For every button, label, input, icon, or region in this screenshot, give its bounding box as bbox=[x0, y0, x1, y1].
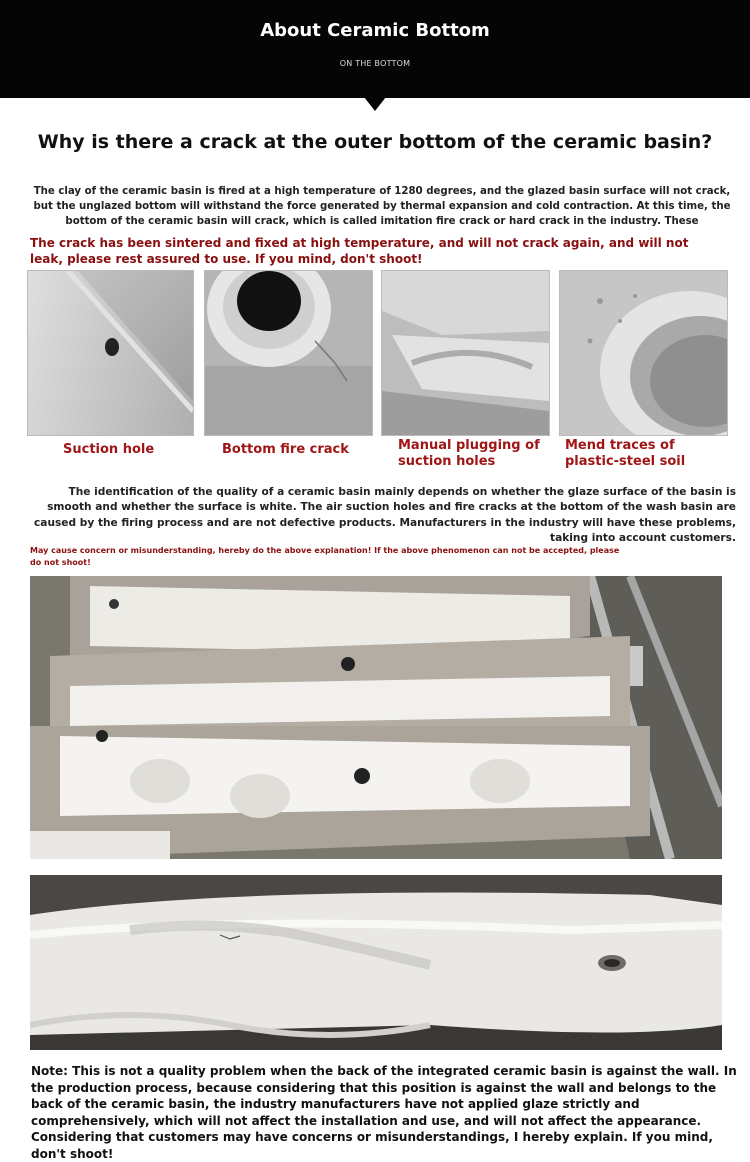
caption-mend-traces: Mend traces of plastic-steel soil bbox=[565, 438, 686, 469]
basin-back-photo bbox=[30, 875, 722, 1050]
concern-note: May cause concern or misunderstanding, hereby do the above explanation! If the above phenomenon can not be accepted, please do not shoot! bbox=[30, 546, 620, 567]
assurance-text: The crack has been sintered and fixed at high temperature, and will not crack again, and will not leak, please rest assured to use. If you mind, don't shoot! bbox=[30, 236, 689, 266]
plugging-photo bbox=[381, 270, 550, 436]
header-title: About Ceramic Bottom bbox=[260, 20, 490, 41]
caption-manual-plugging: Manual plugging of suction holes bbox=[398, 438, 540, 469]
caption-suction-hole: Suction hole bbox=[63, 442, 155, 457]
header-banner bbox=[0, 0, 750, 98]
quality-paragraph: The identification of the quality of a ceramic basin mainly depends on whether the glaze surface of the basin is smooth and whether the surface is white. The air suction holes and fire cracks at the bottom of the wash basin are caused by the firing process and are not defective products. Manufacturers in the industry will have these problems, taking into account customers. bbox=[34, 486, 736, 545]
page-heading: Why is there a crack at the outer bottom of the ceramic basin? bbox=[37, 131, 713, 153]
bottom-note: Note: This is not a quality problem when the back of the integrated ceramic basin is against the wall. In the production process, because considering that this position is against the wall and belongs to the back of the ceramic basin, the industry manufacturers have not applied glaze strictly and comprehensively, which will not affect the installation and use, and will not affect the appearance. Considering that customers may have concerns or misunderstandings, I hereby explain. If you mind, don't shoot! bbox=[31, 1064, 737, 1161]
fire-crack-photo bbox=[204, 270, 373, 436]
suction-hole-photo bbox=[27, 270, 194, 436]
caption-fire-crack: Bottom fire crack bbox=[222, 442, 349, 457]
mend-traces-photo bbox=[559, 270, 728, 436]
intro-paragraph: The clay of the ceramic basin is fired at a high temperature of 1280 degrees, and the glazed basin surface will not crack, but the unglazed bottom will withstand the force generated by thermal expansion and cold contraction. At this time, the bottom of the ceramic basin will crack, which is called imitation fire crack or hard crack in the industry. These bbox=[33, 186, 731, 227]
basins-rack-photo bbox=[30, 576, 722, 859]
header-subtitle: ON THE BOTTOM bbox=[339, 59, 411, 68]
header-pointer bbox=[364, 97, 386, 111]
